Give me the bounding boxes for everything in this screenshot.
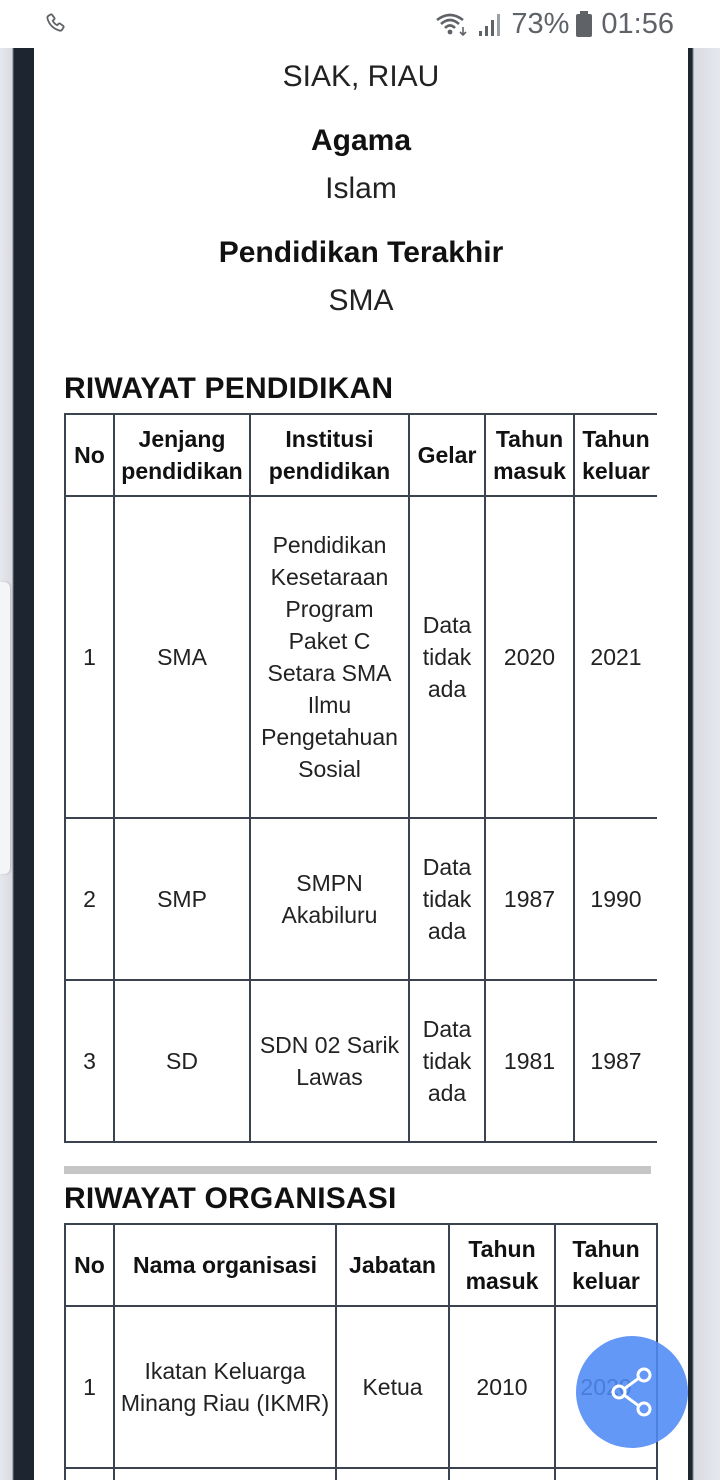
phone-icon [44, 12, 68, 36]
header-end-year: Tahun keluar [574, 414, 657, 496]
battery-percent: 73% [511, 7, 570, 40]
cell-degree: Data tidak ada [409, 818, 485, 980]
cell-position: Ketua [336, 1306, 449, 1468]
religion-label: Agama [310, 124, 412, 157]
cell-end-year: 1987 [574, 980, 657, 1142]
cell-start-year: 2010 [449, 1306, 555, 1468]
share-button[interactable] [576, 1336, 688, 1448]
education-history-title: RIWAYAT PENDIDIKAN [64, 372, 394, 405]
header-no: No [65, 1224, 114, 1306]
table-row [65, 980, 657, 1142]
cell-institution: SMPN Akabiluru [250, 818, 409, 980]
cell-institution: Pendidikan Kesetaraan Program Paket C Setara SMA Ilmu Pengetahuan Sosial [250, 496, 409, 818]
table-row [65, 1468, 657, 1480]
cell-end-year: 1990 [574, 818, 657, 980]
signal-icon [477, 11, 503, 37]
profile-page [34, 48, 688, 1480]
table-header-row [65, 1224, 657, 1306]
cell-start-year: 1981 [485, 980, 574, 1142]
header-start-year: Tahun masuk [485, 414, 574, 496]
edge-panel-handle[interactable] [0, 582, 10, 874]
header-level: Jenjang pendidikan [114, 414, 250, 496]
cell-no: 1 [65, 1306, 114, 1468]
cell-no: 3 [65, 980, 114, 1142]
education-label: Pendidikan Terakhir [218, 236, 504, 269]
wifi-icon [435, 11, 469, 37]
header-org-name: Nama organisasi [114, 1224, 336, 1306]
cell-institution: SDN 02 Sarik Lawas [250, 980, 409, 1142]
table-row [65, 1306, 657, 1468]
cell-level: SMP [114, 818, 250, 980]
header-institution: Institusi pendidikan [250, 414, 409, 496]
organization-history-table [64, 1223, 658, 1480]
cell-level: SMA [114, 496, 250, 818]
device-frame-right [688, 48, 720, 1480]
table-row [65, 496, 657, 818]
battery-icon [575, 10, 593, 38]
status-bar [0, 0, 720, 48]
cell-start-year: 2020 [485, 496, 574, 818]
place-of-birth: SIAK, RIAU [282, 60, 440, 93]
organization-history-title: RIWAYAT ORGANISASI [64, 1182, 397, 1215]
table-row [65, 818, 657, 980]
cell-no: 1 [65, 496, 114, 818]
education-history-table [64, 413, 657, 1143]
table-header-row [65, 414, 657, 496]
share-icon [608, 1366, 656, 1418]
header-no: No [65, 414, 114, 496]
cell-level: SD [114, 980, 250, 1142]
section-divider [64, 1166, 651, 1174]
education-value: SMA [328, 284, 394, 317]
header-degree: Gelar [409, 414, 485, 496]
clock: 01:56 [601, 7, 674, 40]
cell-org-name: Ikatan Keluarga Minang Riau (IKMR) [114, 1306, 336, 1468]
header-end-year: Tahun keluar [555, 1224, 657, 1306]
header-start-year: Tahun masuk [449, 1224, 555, 1306]
cell-start-year: 1987 [485, 818, 574, 980]
cell-end-year: 2021 [574, 496, 657, 818]
cell-degree: Data tidak ada [409, 980, 485, 1142]
religion-value: Islam [325, 172, 397, 205]
cell-degree: Data tidak ada [409, 496, 485, 818]
header-position: Jabatan [336, 1224, 449, 1306]
cell-no: 2 [65, 818, 114, 980]
